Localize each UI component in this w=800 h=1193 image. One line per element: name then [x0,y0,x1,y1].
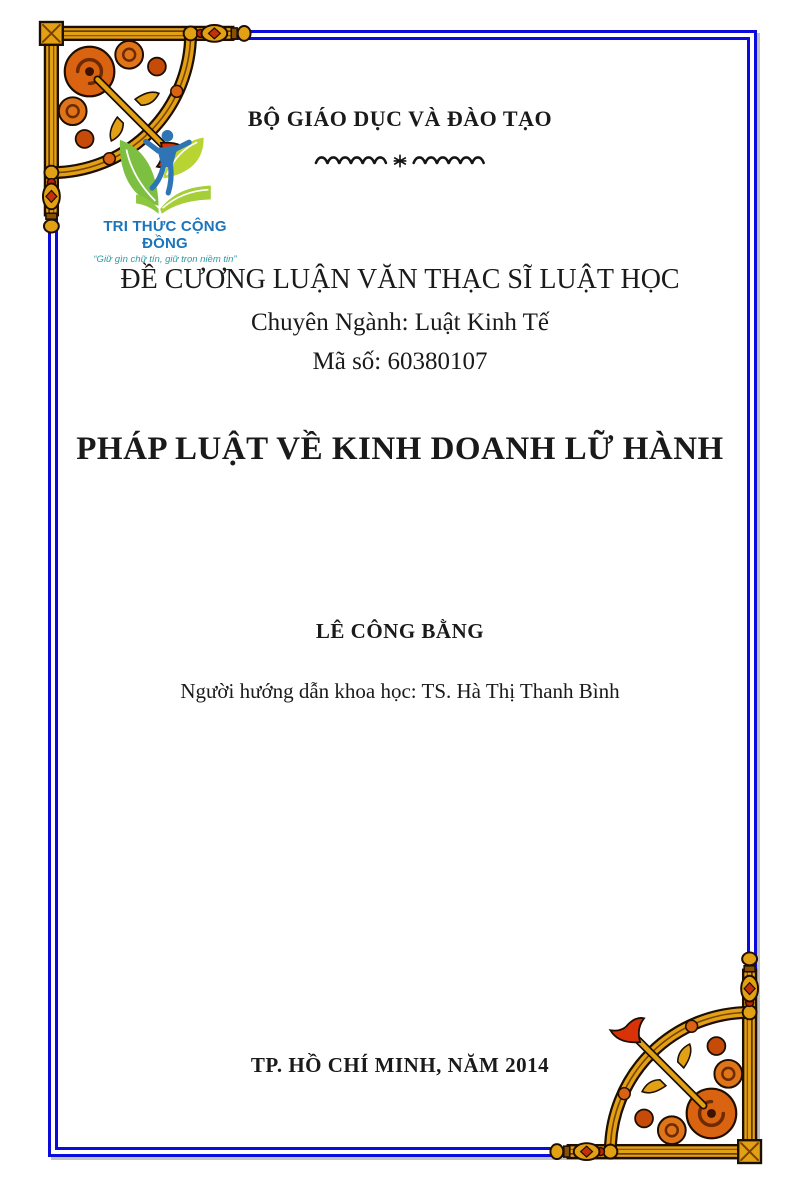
place-year-line: TP. HỒ CHÍ MINH, NĂM 2014 [250,1053,550,1077]
ministry-title: BỘ GIÁO DỤC VÀ ĐÀO TẠO [247,106,553,131]
logo [90,127,240,265]
thesis-title: PHÁP LUẬT VỀ KINH DOANH LỮ HÀNH [76,431,724,467]
author-name: LÊ CÔNG BẰNG [315,619,485,643]
thesis-type-heading: ĐỀ CƯƠNG LUẬN VĂN THẠC SĨ LUẬT HỌC [120,264,680,295]
major-line: Chuyên Ngành: Luật Kinh Tế [250,309,550,336]
leaf-book-figure-icon [102,127,228,217]
code-line: Mã số: 60380107 [312,348,488,375]
squiggle-divider-icon [314,152,486,168]
logo-name: TRI THỨC CỘNG ĐỒNG [103,218,227,252]
logo-tagline: “Giữ gìn chữ tín, giữ trọn niềm tin” [93,254,237,265]
supervisor-line: Người hướng dẫn khoa học: TS. Hà Thị Thanh Bình [180,679,620,703]
